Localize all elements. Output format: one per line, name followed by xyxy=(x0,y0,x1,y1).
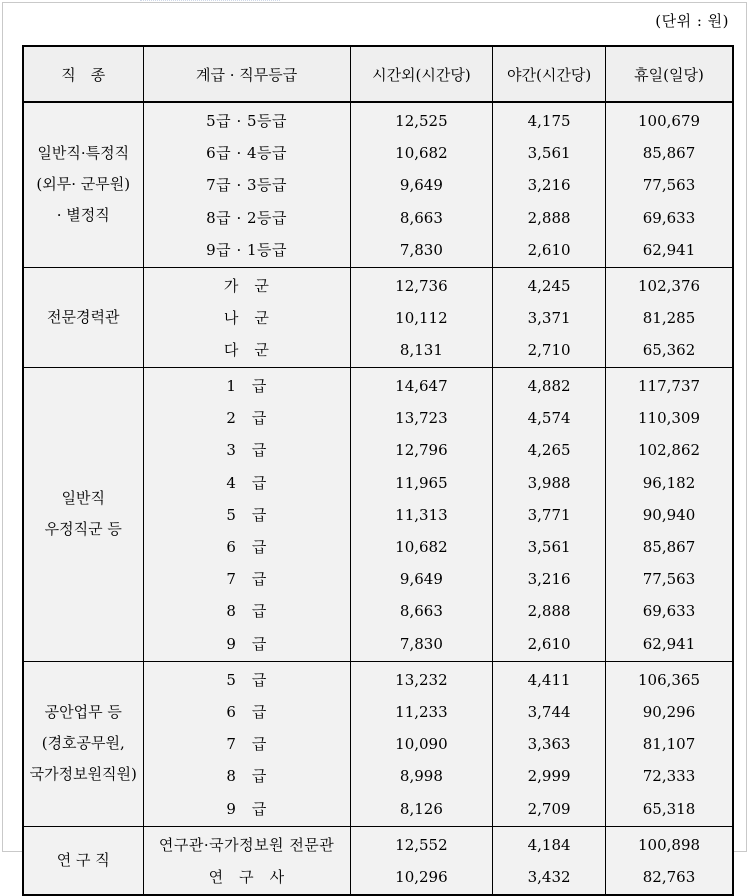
holiday-value: 85,867 xyxy=(642,538,696,557)
overtime-value: 10,682 xyxy=(395,538,448,557)
group-name-line: (외무· 군무원) xyxy=(36,175,131,194)
grade-cell xyxy=(143,661,350,826)
night-value: 4,245 xyxy=(527,276,571,295)
night-value: 4,411 xyxy=(527,670,571,689)
overtime-cell xyxy=(350,267,493,368)
night-value: 2,888 xyxy=(527,602,571,621)
group-name-line: 일반직·특정직 xyxy=(37,144,130,163)
grade-value: 1 급 xyxy=(226,377,267,396)
holiday-value: 100,679 xyxy=(638,112,701,130)
top-decoration xyxy=(140,0,280,7)
night-value: 2,610 xyxy=(527,634,571,653)
overtime-value: 10,112 xyxy=(395,308,448,327)
night-value: 4,184 xyxy=(527,835,571,854)
overtime-value: 13,232 xyxy=(395,670,448,689)
grade-value: 나 군 xyxy=(223,308,270,327)
night-value: 3,561 xyxy=(527,144,571,163)
grade-value: 7 급 xyxy=(226,735,267,754)
night-value: 3,561 xyxy=(527,538,571,557)
overtime-value: 8,998 xyxy=(399,767,443,786)
grade-value: 8 급 xyxy=(226,767,267,786)
table-body xyxy=(23,102,733,895)
group-name-line: 일반직 xyxy=(61,489,105,508)
overtime-value: 8,126 xyxy=(399,799,443,818)
grade-value: 6급 · 4등급 xyxy=(206,144,288,163)
holiday-cell xyxy=(606,267,733,368)
holiday-value: 102,376 xyxy=(638,276,701,295)
night-value: 3,988 xyxy=(527,473,571,492)
group-name-line: 우정직군 등 xyxy=(44,520,122,539)
grade-value: 8 급 xyxy=(226,602,267,621)
night-value: 2,999 xyxy=(527,767,571,786)
holiday-value: 90,940 xyxy=(642,505,696,524)
holiday-cell xyxy=(606,826,733,894)
allowance-table xyxy=(22,45,734,896)
grade-cell xyxy=(143,826,350,894)
table-group-row xyxy=(23,267,733,368)
night-cell xyxy=(493,826,606,894)
holiday-cell xyxy=(606,368,733,662)
night-value: 2,610 xyxy=(527,240,571,259)
holiday-value: 81,107 xyxy=(642,735,696,754)
holiday-value: 106,365 xyxy=(638,670,701,689)
overtime-value: 14,647 xyxy=(395,377,448,396)
holiday-value: 77,563 xyxy=(642,176,696,195)
overtime-value: 12,525 xyxy=(395,112,448,130)
holiday-value: 72,333 xyxy=(642,767,696,786)
holiday-value: 85,867 xyxy=(642,144,696,163)
overtime-value: 12,552 xyxy=(395,835,448,854)
group-name-cell xyxy=(23,368,143,662)
grade-value: 5 급 xyxy=(226,505,267,524)
grade-value: 연구관·국가정보원 전문관 xyxy=(158,835,335,854)
night-value: 3,371 xyxy=(527,308,571,327)
holiday-value: 69,633 xyxy=(642,602,696,621)
night-cell xyxy=(493,102,606,267)
overtime-value: 11,965 xyxy=(395,473,448,492)
holiday-value: 65,362 xyxy=(642,340,696,359)
holiday-value: 62,941 xyxy=(642,240,696,259)
holiday-value: 82,763 xyxy=(642,868,696,887)
night-cell xyxy=(493,661,606,826)
grade-value: 가 군 xyxy=(223,276,270,295)
table-group-row xyxy=(23,826,733,894)
overtime-value: 10,682 xyxy=(395,144,448,163)
grade-value: 9 급 xyxy=(226,799,267,818)
grade-value: 6 급 xyxy=(226,538,267,557)
night-value: 4,882 xyxy=(527,377,571,396)
overtime-value: 8,663 xyxy=(399,208,443,227)
grade-value: 6 급 xyxy=(226,703,267,722)
holiday-value: 90,296 xyxy=(642,703,696,722)
night-cell xyxy=(493,267,606,368)
table-group-row xyxy=(23,661,733,826)
overtime-value: 10,296 xyxy=(395,868,448,887)
grade-cell xyxy=(143,102,350,267)
header-grade: 계급 · 직무등급 xyxy=(143,46,350,102)
grade-value: 4 급 xyxy=(226,473,267,492)
overtime-value: 9,649 xyxy=(399,176,443,195)
overtime-value: 11,233 xyxy=(395,703,448,722)
holiday-value: 100,898 xyxy=(638,835,701,854)
group-name-line: 연 구 직 xyxy=(56,850,110,869)
overtime-value: 7,830 xyxy=(399,240,443,259)
overtime-cell xyxy=(350,102,493,267)
holiday-value: 110,309 xyxy=(638,409,701,428)
grade-value: 9급 · 1등급 xyxy=(206,240,288,259)
overtime-cell xyxy=(350,826,493,894)
grade-cell xyxy=(143,267,350,368)
holiday-cell xyxy=(606,102,733,267)
overtime-value: 12,796 xyxy=(395,441,448,460)
night-value: 4,574 xyxy=(527,409,571,428)
night-value: 3,216 xyxy=(527,570,571,589)
holiday-value: 77,563 xyxy=(642,570,696,589)
grade-value: 5급 · 5등급 xyxy=(206,112,288,130)
overtime-value: 11,313 xyxy=(395,505,448,524)
night-value: 2,888 xyxy=(527,208,571,227)
group-name-cell xyxy=(23,661,143,826)
unit-label: (단위 : 원) xyxy=(655,12,729,30)
holiday-value: 69,633 xyxy=(642,208,696,227)
night-cell xyxy=(493,368,606,662)
overtime-value: 13,723 xyxy=(395,409,448,428)
night-value: 2,709 xyxy=(527,799,571,818)
grade-value: 8급 · 2등급 xyxy=(206,208,288,227)
group-name-line: 전문경력관 xyxy=(47,307,120,326)
header-night: 야간(시간당) xyxy=(493,46,606,102)
holiday-value: 65,318 xyxy=(642,799,696,818)
group-name-line: (경호공무원, xyxy=(41,734,125,753)
grade-value: 3 급 xyxy=(226,441,267,460)
group-name-line: · 별정직 xyxy=(56,206,110,225)
overtime-cell xyxy=(350,661,493,826)
header-job-type: 직 종 xyxy=(23,46,143,102)
overtime-value: 7,830 xyxy=(399,634,443,653)
grade-value: 5 급 xyxy=(226,670,267,689)
night-value: 3,363 xyxy=(527,735,571,754)
holiday-value: 81,285 xyxy=(642,308,696,327)
grade-cell xyxy=(143,368,350,662)
header-overtime: 시간외(시간당) xyxy=(350,46,493,102)
night-value: 3,771 xyxy=(527,505,571,524)
header-holiday: 휴일(일당) xyxy=(606,46,733,102)
grade-value: 9 급 xyxy=(226,634,267,653)
overtime-value: 12,736 xyxy=(395,276,448,295)
table-group-row xyxy=(23,102,733,267)
holiday-value: 117,737 xyxy=(638,377,701,396)
overtime-value: 8,663 xyxy=(399,602,443,621)
night-value: 4,265 xyxy=(527,441,571,460)
night-value: 3,432 xyxy=(527,868,571,887)
overtime-value: 9,649 xyxy=(399,570,443,589)
overtime-value: 8,131 xyxy=(399,340,443,359)
night-value: 2,710 xyxy=(527,340,571,359)
group-name-cell xyxy=(23,102,143,267)
group-name-line: 국가정보원직원) xyxy=(29,765,137,784)
grade-value: 다 군 xyxy=(223,340,270,359)
table-group-row xyxy=(23,368,733,662)
holiday-value: 102,862 xyxy=(638,441,701,460)
night-value: 4,175 xyxy=(527,112,571,130)
grade-value: 2 급 xyxy=(226,409,267,428)
group-name-cell xyxy=(23,826,143,894)
holiday-value: 62,941 xyxy=(642,634,696,653)
grade-value: 7급 · 3등급 xyxy=(206,176,288,195)
night-value: 3,744 xyxy=(527,703,571,722)
night-value: 3,216 xyxy=(527,176,571,195)
grade-value: 7 급 xyxy=(226,570,267,589)
holiday-value: 96,182 xyxy=(642,473,696,492)
header-row xyxy=(23,46,733,102)
group-name-cell xyxy=(23,267,143,368)
overtime-value: 10,090 xyxy=(395,735,448,754)
group-name-line: 공안업무 등 xyxy=(44,703,122,722)
grade-value: 연 구 사 xyxy=(208,868,285,887)
overtime-cell xyxy=(350,368,493,662)
holiday-cell xyxy=(606,661,733,826)
